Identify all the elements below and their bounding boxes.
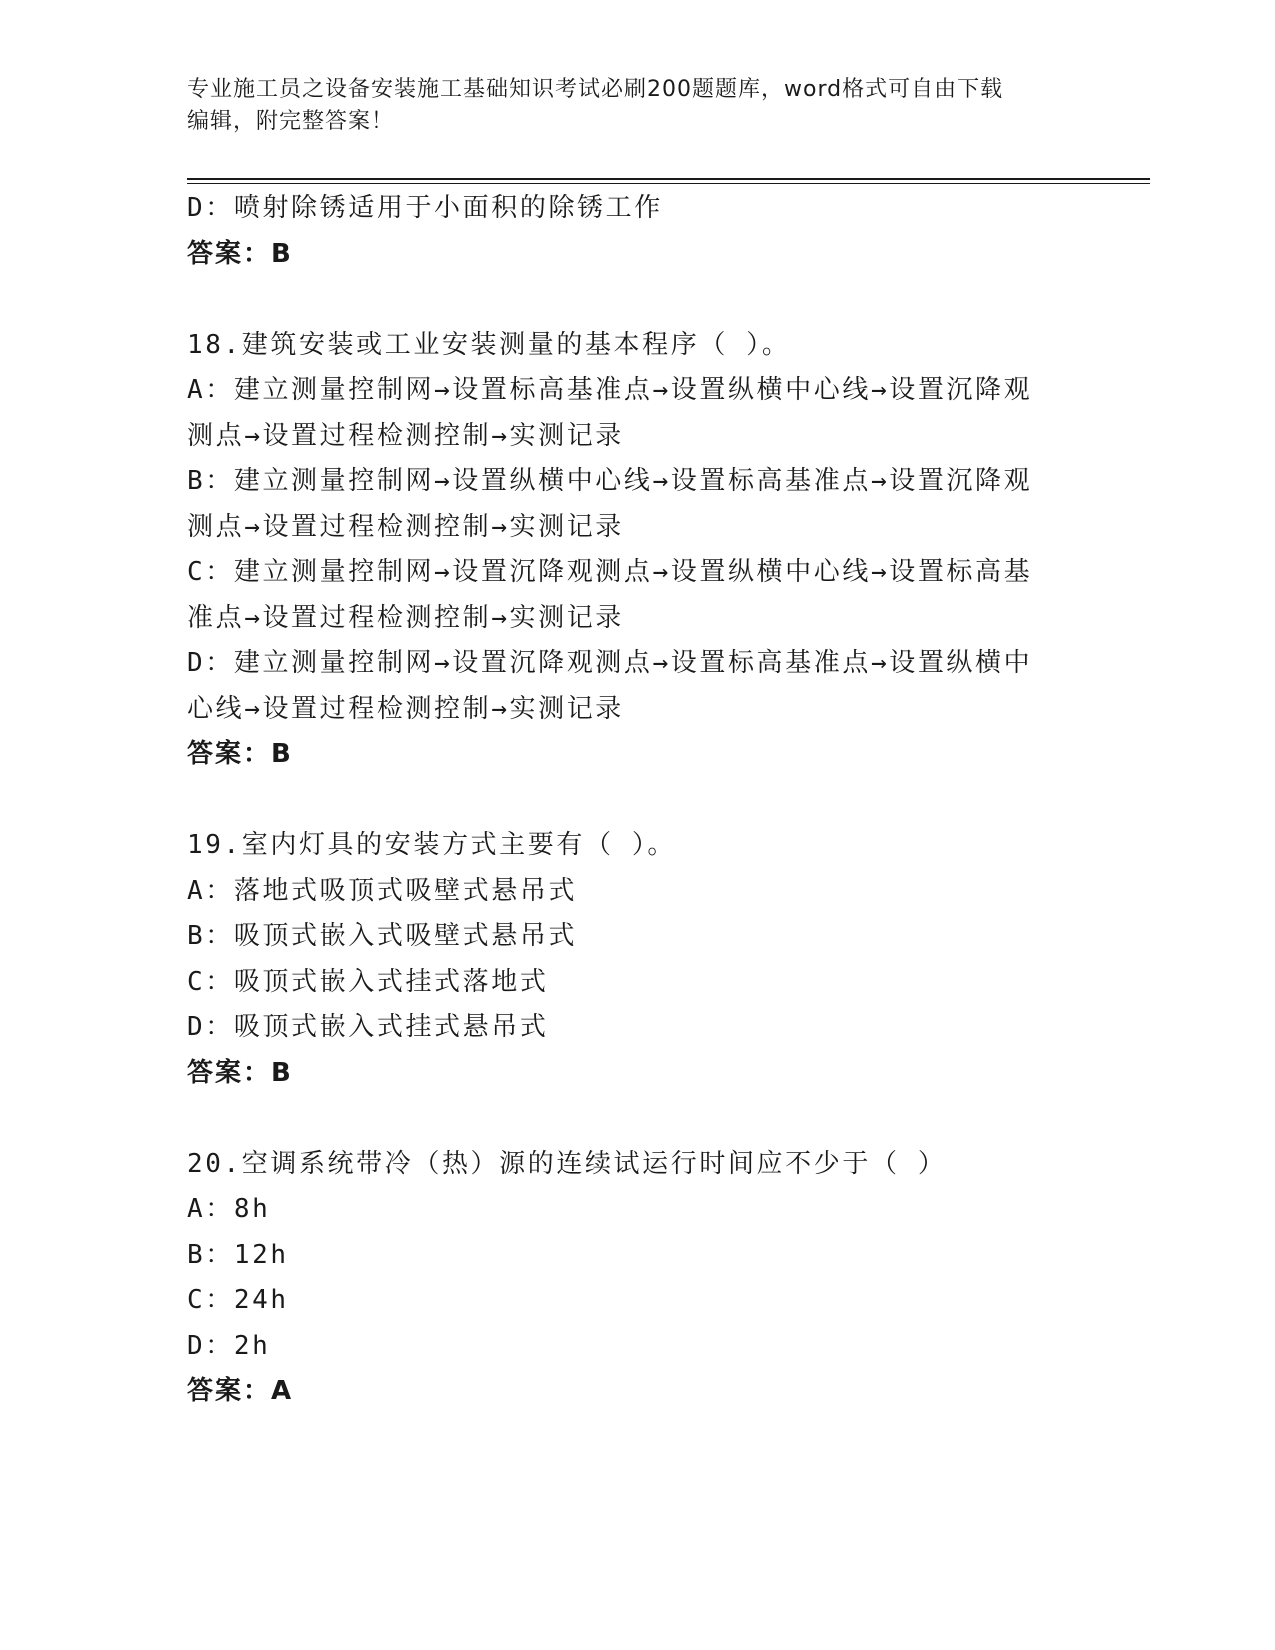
question-20-option-a: A：8h [187,1194,271,1224]
question-18-option-a-line-1: A：建立测量控制网→设置标高基准点→设置纵横中心线→设置沉降观 [187,375,1033,405]
header-line-1: 专业施工员之设备安装施工基础知识考试必刷200题题库，word格式可自由下载 [187,77,1004,102]
question-19 [187,823,1087,1096]
question-18 [187,323,1087,778]
question-18-stem: 18.建筑安装或工业安装测量的基本程序（ ）。 [187,329,791,360]
question-18-answer: 答案：B [187,739,293,769]
question-20-answer: 答案：A [187,1376,294,1406]
header-rule-thin [187,183,1150,184]
question-18-option-b-line-2: 测点→设置过程检测控制→实测记录 [187,511,624,542]
question-19-option-b: B：吸顶式嵌入式吸壁式悬吊式 [187,921,578,951]
question-20-option-b: B：12h [187,1239,289,1270]
spacer [187,1096,1087,1142]
question-19-option-a: A：落地式吸顶式吸壁式悬吊式 [187,875,578,906]
question-20-option-c: C：24h [187,1285,289,1315]
document-header [187,74,1067,138]
question-18-option-d-line-2: 心线→设置过程检测控制→实测记录 [187,693,624,724]
prev-option-d: D：喷射除锈适用于小面积的除锈工作 [187,193,663,223]
question-19-option-c: C：吸顶式嵌入式挂式落地式 [187,966,549,997]
question-19-option-d: D：吸顶式嵌入式挂式悬吊式 [187,1012,549,1042]
spacer [187,778,1087,824]
question-20-stem: 20.空调系统带冷（热）源的连续试运行时间应不少于（ ） [187,1148,947,1179]
question-20-option-d: D：2h [187,1330,271,1361]
header-rule-thick [187,178,1150,180]
question-20 [187,1142,1087,1415]
question-18-option-a-line-2: 测点→设置过程检测控制→实测记录 [187,420,624,451]
question-18-option-b-line-1: B：建立测量控制网→设置纵横中心线→设置标高基准点→设置沉降观 [187,466,1033,496]
prev-answer: 答案：B [187,238,293,269]
question-19-stem: 19.室内灯具的安装方式主要有（ ）。 [187,830,677,860]
question-18-option-c-line-1: C：建立测量控制网→设置沉降观测点→设置纵横中心线→设置标高基 [187,557,1033,587]
spacer [187,277,1087,323]
document-body [187,186,1087,1415]
header-line-2: 编辑，附完整答案！ [187,109,395,134]
question-18-option-c-line-2: 准点→设置过程检测控制→实测记录 [187,602,624,633]
question-18-option-d-line-1: D：建立测量控制网→设置沉降观测点→设置标高基准点→设置纵横中 [187,648,1033,678]
question-19-answer: 答案：B [187,1057,293,1088]
